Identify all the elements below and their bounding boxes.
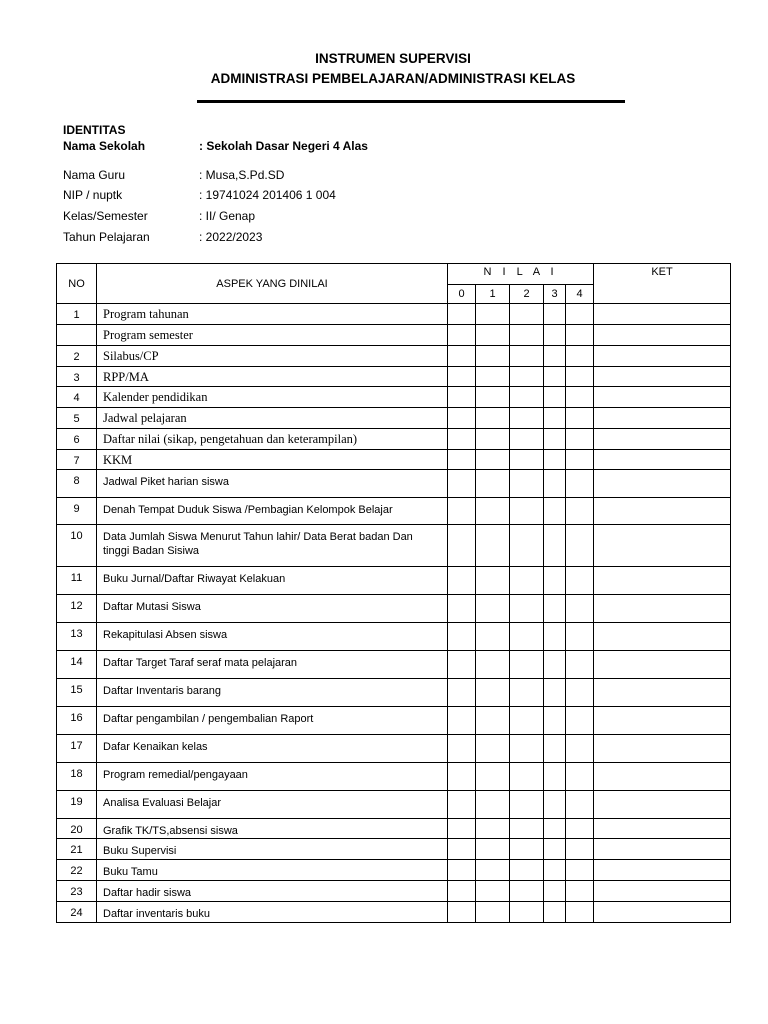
table-row [57, 367, 731, 387]
header-no: NO [57, 264, 97, 304]
score-cell-4[interactable] [566, 325, 594, 346]
score-cell-0[interactable] [448, 860, 476, 881]
row-number: 2 [57, 346, 97, 367]
ket-cell[interactable] [594, 346, 731, 367]
row-number [57, 325, 97, 346]
score-cell-3[interactable] [544, 791, 566, 819]
table-row [57, 791, 731, 819]
row-aspek: Daftar nilai (sikap, pengetahuan dan keterampilan) [97, 429, 448, 450]
score-cell-3[interactable] [544, 567, 566, 595]
ket-cell[interactable] [594, 304, 731, 325]
school-label: Nama Sekolah [63, 139, 146, 153]
score-cell-1[interactable] [476, 679, 510, 707]
score-cell-2[interactable] [510, 763, 544, 791]
score-cell-3[interactable] [544, 651, 566, 679]
header-score-3: 3 [544, 285, 566, 304]
class-label: Kelas/Semester [63, 209, 148, 223]
score-cell-0[interactable] [448, 707, 476, 735]
score-cell-3[interactable] [544, 763, 566, 791]
score-cell-3[interactable] [544, 367, 566, 387]
ket-cell[interactable] [594, 839, 731, 860]
row-aspek: Daftar Mutasi Siswa [97, 595, 448, 623]
score-cell-4[interactable] [566, 735, 594, 763]
score-cell-2[interactable] [510, 325, 544, 346]
row-aspek: Daftar Target Taraf seraf mata pelajaran [97, 651, 448, 679]
score-cell-3[interactable] [544, 839, 566, 860]
score-cell-2[interactable] [510, 839, 544, 860]
ket-cell[interactable] [594, 450, 731, 470]
table-row [57, 735, 731, 763]
score-cell-1[interactable] [476, 839, 510, 860]
row-aspek: Silabus/CP [97, 346, 448, 367]
document-title: INSTRUMEN SUPERVISI [315, 51, 471, 66]
ket-cell[interactable] [594, 735, 731, 763]
score-cell-1[interactable] [476, 860, 510, 881]
score-cell-2[interactable] [510, 498, 544, 525]
header-score-1: 1 [476, 285, 510, 304]
ket-cell[interactable] [594, 791, 731, 819]
ket-cell[interactable] [594, 623, 731, 651]
ket-cell[interactable] [594, 651, 731, 679]
score-cell-4[interactable] [566, 408, 594, 429]
row-aspek: Kalender pendidikan [97, 387, 448, 408]
score-cell-1[interactable] [476, 595, 510, 623]
score-cell-4[interactable] [566, 902, 594, 923]
table-row [57, 860, 731, 881]
score-cell-4[interactable] [566, 498, 594, 525]
table-row [57, 902, 731, 923]
ket-cell[interactable] [594, 470, 731, 498]
ket-cell[interactable] [594, 567, 731, 595]
document-subtitle: ADMINISTRASI PEMBELAJARAN/ADMINISTRASI KELAS [210, 71, 576, 86]
score-cell-1[interactable] [476, 387, 510, 408]
row-aspek: Jadwal pelajaran [97, 408, 448, 429]
score-cell-1[interactable] [476, 429, 510, 450]
score-cell-1[interactable] [476, 325, 510, 346]
row-aspek: Grafik TK/TS,absensi siswa [97, 819, 448, 839]
score-cell-2[interactable] [510, 735, 544, 763]
score-cell-2[interactable] [510, 346, 544, 367]
ket-cell[interactable] [594, 679, 731, 707]
header-ket: KET [594, 264, 731, 304]
table-row [57, 304, 731, 325]
row-number: 4 [57, 387, 97, 408]
score-cell-3[interactable] [544, 623, 566, 651]
score-cell-3[interactable] [544, 325, 566, 346]
score-cell-1[interactable] [476, 819, 510, 839]
score-cell-1[interactable] [476, 902, 510, 923]
score-cell-1[interactable] [476, 791, 510, 819]
score-cell-4[interactable] [566, 839, 594, 860]
ket-cell[interactable] [594, 819, 731, 839]
row-aspek: Program tahunan [97, 304, 448, 325]
score-cell-0[interactable] [448, 346, 476, 367]
table-row [57, 763, 731, 791]
score-cell-4[interactable] [566, 387, 594, 408]
table-row [57, 839, 731, 860]
score-cell-0[interactable] [448, 623, 476, 651]
score-cell-2[interactable] [510, 819, 544, 839]
score-cell-1[interactable] [476, 498, 510, 525]
score-cell-1[interactable] [476, 525, 510, 567]
ket-cell[interactable] [594, 525, 731, 567]
table-row [57, 707, 731, 735]
teacher-value: : Musa,S.Pd.SD [199, 168, 285, 182]
table-row [57, 429, 731, 450]
score-cell-4[interactable] [566, 595, 594, 623]
score-cell-0[interactable] [448, 819, 476, 839]
row-number: 5 [57, 408, 97, 429]
score-cell-3[interactable] [544, 387, 566, 408]
score-cell-4[interactable] [566, 763, 594, 791]
table-row [57, 525, 731, 567]
score-cell-3[interactable] [544, 679, 566, 707]
row-aspek: Buku Tamu [97, 860, 448, 881]
score-cell-0[interactable] [448, 567, 476, 595]
row-aspek: Buku Jurnal/Daftar Riwayat Kelakuan [97, 567, 448, 595]
score-cell-4[interactable] [566, 881, 594, 902]
score-cell-2[interactable] [510, 902, 544, 923]
score-cell-4[interactable] [566, 304, 594, 325]
score-cell-0[interactable] [448, 735, 476, 763]
row-number: 17 [57, 735, 97, 763]
score-cell-1[interactable] [476, 623, 510, 651]
score-cell-4[interactable] [566, 346, 594, 367]
score-cell-0[interactable] [448, 791, 476, 819]
identity-heading: IDENTITAS [63, 123, 126, 137]
score-cell-2[interactable] [510, 450, 544, 470]
score-cell-0[interactable] [448, 525, 476, 567]
score-cell-4[interactable] [566, 707, 594, 735]
header-aspek: ASPEK YANG DINILAI [97, 264, 448, 304]
score-cell-1[interactable] [476, 470, 510, 498]
ket-cell[interactable] [594, 325, 731, 346]
row-aspek: Analisa Evaluasi Belajar [97, 791, 448, 819]
score-cell-4[interactable] [566, 450, 594, 470]
score-cell-2[interactable] [510, 367, 544, 387]
score-cell-1[interactable] [476, 408, 510, 429]
row-aspek: Buku Supervisi [97, 839, 448, 860]
score-cell-1[interactable] [476, 450, 510, 470]
row-number: 8 [57, 470, 97, 498]
row-aspek: Jadwal Piket harian siswa [97, 470, 448, 498]
row-number: 6 [57, 429, 97, 450]
year-value: : 2022/2023 [199, 230, 263, 244]
nip-value: : 19741024 201406 1 004 [199, 188, 336, 202]
score-cell-4[interactable] [566, 429, 594, 450]
row-number: 20 [57, 819, 97, 839]
score-cell-1[interactable] [476, 651, 510, 679]
score-cell-0[interactable] [448, 595, 476, 623]
table-row [57, 679, 731, 707]
score-cell-0[interactable] [448, 498, 476, 525]
score-cell-3[interactable] [544, 525, 566, 567]
score-cell-2[interactable] [510, 623, 544, 651]
score-cell-4[interactable] [566, 525, 594, 567]
row-number: 19 [57, 791, 97, 819]
row-number: 3 [57, 367, 97, 387]
score-cell-3[interactable] [544, 429, 566, 450]
row-number: 10 [57, 525, 97, 567]
school-value: : Sekolah Dasar Negeri 4 Alas [199, 139, 368, 153]
ket-cell[interactable] [594, 860, 731, 881]
class-value: : II/ Genap [199, 209, 256, 223]
table-row [57, 819, 731, 839]
score-cell-1[interactable] [476, 346, 510, 367]
row-aspek: Daftar Inventaris barang [97, 679, 448, 707]
score-cell-0[interactable] [448, 470, 476, 498]
score-cell-2[interactable] [510, 387, 544, 408]
score-cell-4[interactable] [566, 623, 594, 651]
score-cell-3[interactable] [544, 498, 566, 525]
table-row [57, 567, 731, 595]
score-cell-0[interactable] [448, 763, 476, 791]
table-row [57, 595, 731, 623]
score-cell-1[interactable] [476, 567, 510, 595]
score-cell-4[interactable] [566, 819, 594, 839]
score-cell-2[interactable] [510, 881, 544, 902]
header-score-0: 0 [448, 285, 476, 304]
ket-cell[interactable] [594, 595, 731, 623]
row-aspek: Rekapitulasi Absen siswa [97, 623, 448, 651]
score-cell-0[interactable] [448, 429, 476, 450]
score-cell-0[interactable] [448, 881, 476, 902]
score-cell-0[interactable] [448, 839, 476, 860]
score-cell-4[interactable] [566, 567, 594, 595]
score-cell-2[interactable] [510, 429, 544, 450]
row-aspek: Daftar inventaris buku [97, 902, 448, 923]
score-cell-0[interactable] [448, 408, 476, 429]
score-cell-3[interactable] [544, 470, 566, 498]
score-cell-2[interactable] [510, 567, 544, 595]
row-aspek: Dafar Kenaikan kelas [97, 735, 448, 763]
row-aspek: KKM [97, 450, 448, 470]
score-cell-3[interactable] [544, 346, 566, 367]
score-cell-1[interactable] [476, 763, 510, 791]
ket-cell[interactable] [594, 902, 731, 923]
row-aspek: Program remedial/pengayaan [97, 763, 448, 791]
ket-cell[interactable] [594, 367, 731, 387]
score-cell-4[interactable] [566, 791, 594, 819]
ket-cell[interactable] [594, 763, 731, 791]
table-row [57, 387, 731, 408]
table-row [57, 346, 731, 367]
assessment-table [56, 263, 731, 923]
score-cell-1[interactable] [476, 735, 510, 763]
row-number: 22 [57, 860, 97, 881]
score-cell-0[interactable] [448, 651, 476, 679]
score-cell-2[interactable] [510, 791, 544, 819]
row-number: 13 [57, 623, 97, 651]
row-number: 14 [57, 651, 97, 679]
score-cell-3[interactable] [544, 735, 566, 763]
score-cell-2[interactable] [510, 651, 544, 679]
score-cell-2[interactable] [510, 860, 544, 881]
row-number: 21 [57, 839, 97, 860]
table-row [57, 450, 731, 470]
table-row [57, 651, 731, 679]
row-number: 16 [57, 707, 97, 735]
score-cell-0[interactable] [448, 387, 476, 408]
score-cell-4[interactable] [566, 860, 594, 881]
score-cell-1[interactable] [476, 367, 510, 387]
score-cell-2[interactable] [510, 525, 544, 567]
score-cell-0[interactable] [448, 902, 476, 923]
score-cell-3[interactable] [544, 304, 566, 325]
score-cell-3[interactable] [544, 881, 566, 902]
row-number: 7 [57, 450, 97, 470]
header-nilai: N I L A I [448, 264, 594, 285]
ket-cell[interactable] [594, 498, 731, 525]
score-cell-2[interactable] [510, 679, 544, 707]
row-aspek: Daftar pengambilan / pengembalian Raport [97, 707, 448, 735]
header-score-2: 2 [510, 285, 544, 304]
row-number: 15 [57, 679, 97, 707]
ket-cell[interactable] [594, 408, 731, 429]
score-cell-3[interactable] [544, 860, 566, 881]
table-row [57, 623, 731, 651]
score-cell-3[interactable] [544, 595, 566, 623]
row-aspek: RPP/MA [97, 367, 448, 387]
row-aspek: Denah Tempat Duduk Siswa /Pembagian Kelompok Belajar [97, 498, 448, 525]
row-number: 23 [57, 881, 97, 902]
row-aspek: Daftar hadir siswa [97, 881, 448, 902]
score-cell-0[interactable] [448, 679, 476, 707]
row-number: 1 [57, 304, 97, 325]
score-cell-3[interactable] [544, 819, 566, 839]
score-cell-2[interactable] [510, 707, 544, 735]
table-row [57, 408, 731, 429]
score-cell-2[interactable] [510, 595, 544, 623]
ket-cell[interactable] [594, 387, 731, 408]
score-cell-0[interactable] [448, 367, 476, 387]
nip-label: NIP / nuptk [63, 188, 123, 202]
table-row [57, 470, 731, 498]
score-cell-2[interactable] [510, 408, 544, 429]
row-number: 18 [57, 763, 97, 791]
ket-cell[interactable] [594, 707, 731, 735]
ket-cell[interactable] [594, 429, 731, 450]
table-row [57, 498, 731, 525]
score-cell-3[interactable] [544, 408, 566, 429]
header-score-4: 4 [566, 285, 594, 304]
title-underline [197, 100, 625, 103]
score-cell-1[interactable] [476, 304, 510, 325]
score-cell-2[interactable] [510, 304, 544, 325]
score-cell-0[interactable] [448, 304, 476, 325]
table-row [57, 325, 731, 346]
score-cell-4[interactable] [566, 470, 594, 498]
score-cell-3[interactable] [544, 902, 566, 923]
score-cell-1[interactable] [476, 881, 510, 902]
score-cell-3[interactable] [544, 707, 566, 735]
score-cell-1[interactable] [476, 707, 510, 735]
row-number: 12 [57, 595, 97, 623]
row-aspek: Program semester [97, 325, 448, 346]
row-number: 24 [57, 902, 97, 923]
score-cell-2[interactable] [510, 470, 544, 498]
score-cell-0[interactable] [448, 325, 476, 346]
score-cell-4[interactable] [566, 651, 594, 679]
score-cell-3[interactable] [544, 450, 566, 470]
score-cell-0[interactable] [448, 450, 476, 470]
year-label: Tahun Pelajaran [63, 230, 150, 244]
teacher-label: Nama Guru [63, 168, 126, 182]
score-cell-4[interactable] [566, 679, 594, 707]
ket-cell[interactable] [594, 881, 731, 902]
table-row [57, 881, 731, 902]
row-number: 11 [57, 567, 97, 595]
row-number: 9 [57, 498, 97, 525]
score-cell-4[interactable] [566, 367, 594, 387]
row-aspek: Data Jumlah Siswa Menurut Tahun lahir/ Data Berat badan Dan tinggi Badan Sisiwa [97, 525, 448, 567]
